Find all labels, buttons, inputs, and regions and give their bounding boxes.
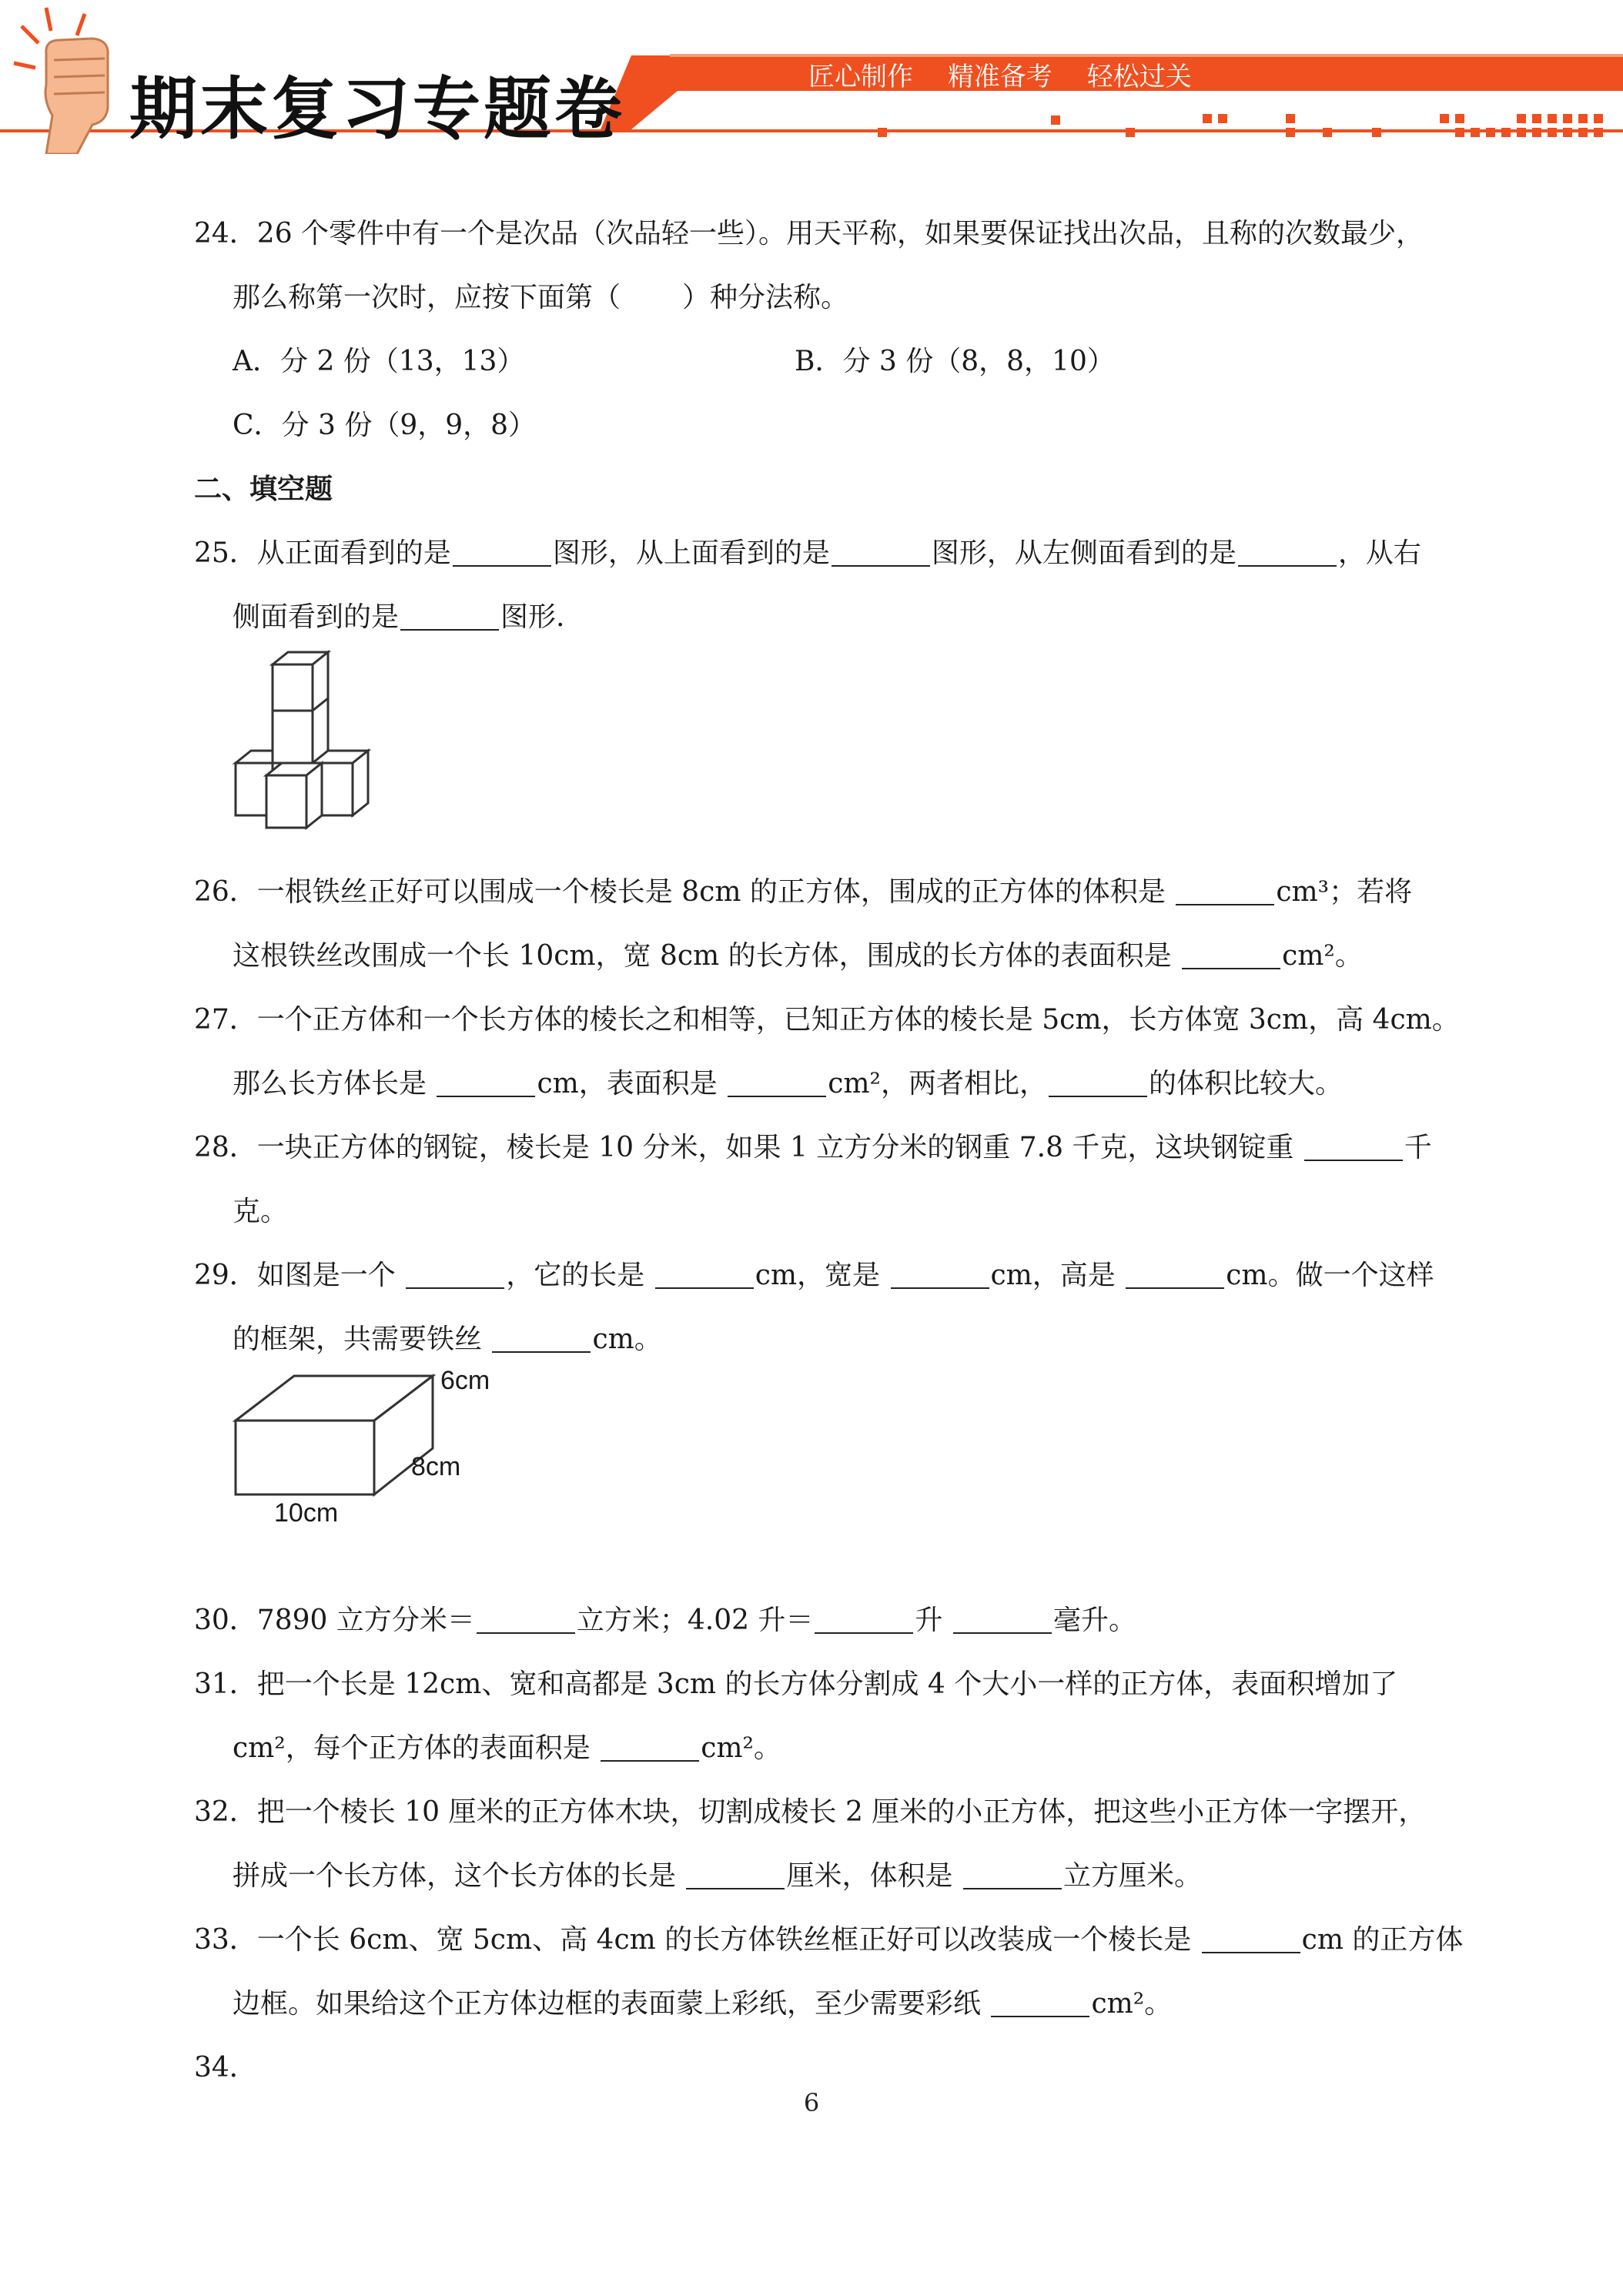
q24-text-a: 那么称第一次时，应按下面第（ [233,282,621,313]
q34-line: 34． [194,2052,257,2083]
q29-text-g: cm。 [592,1324,662,1355]
stacked-cubes-figure [233,649,402,860]
q26-text-a: 26．一根铁丝正好可以围成一个棱长是 8cm 的正方体，围成的正方体的体积是 [194,876,1166,908]
q29-blank-3[interactable] [891,1257,989,1289]
q32-line1: 32．把一个棱长 10 厘米的正方体木块，切割成棱长 2 厘米的小正方体，把这些小正方体一字摆开， [194,1796,1427,1828]
q27-blank-1[interactable] [437,1065,535,1097]
q30-text-b: 立方米；4.02 升＝ [576,1605,814,1636]
q30-line [194,1588,1441,1652]
q29-line2 [194,1307,1441,1371]
q30-blank-1[interactable] [477,1602,575,1634]
q29-width-label: 8cm [411,1452,461,1481]
q27-text-d: 的体积比较大。 [1148,1068,1343,1099]
q24-option-b: B．分 3 份（8，8，10） [795,346,1115,377]
q33-line2 [194,1972,1441,2036]
q25-text-b: 图形，从上面看到的是 [552,537,830,569]
q28-line1 [194,1116,1441,1180]
header-slogans [808,55,1623,93]
q25-text-a: 25．从正面看到的是 [194,537,451,569]
q29-text-e: cm。做一个这样 [1226,1260,1434,1291]
q25-blank-2[interactable] [832,534,930,567]
q27-text-c: cm²，两者相比， [828,1068,1047,1099]
q28-blank-1[interactable] [1304,1129,1403,1161]
question-list [194,202,1464,2100]
q25-text-c: 图形，从左侧面看到的是 [931,537,1236,569]
page-number: 6 [803,2088,820,2117]
q26-line2 [194,924,1441,988]
q29-blank-4[interactable] [1126,1257,1224,1289]
q24-text-b: ）种分法称。 [682,282,849,313]
section-heading-fill-blank: 二、填空题 [194,474,333,505]
q33-line1 [194,1908,1464,1972]
q29-figure [194,1366,1441,1588]
q32-line2 [194,1844,1441,1908]
q27-line1: 27．一个正方体和一个长方体的棱长之和相等，已知正方体的棱长是 5cm，长方体宽 3cm，高 4cm。 [194,1004,1460,1036]
q26-blank-1[interactable] [1176,873,1274,905]
q24-options-ab [194,330,1441,393]
q27-blank-2[interactable] [728,1065,826,1097]
q24-line2 [194,266,1441,330]
q25-text-d: ，从右 [1337,537,1421,569]
q29-length-label: 10cm [274,1498,339,1528]
q27-blank-3[interactable] [1049,1065,1147,1097]
q26-text-b: cm³；若将 [1276,876,1413,908]
q29-text-a: 29．如图是一个 [194,1260,396,1291]
q26-text-c: 这根铁丝改围成一个长 10cm，宽 8cm 的长方体，围成的长方体的表面积是 [233,940,1172,972]
q33-text-a: 33．一个长 6cm、宽 5cm、高 4cm 的长方体铁丝框正好可以改装成一个棱长是 [194,1924,1192,1956]
cuboid-figure [225,1371,548,1588]
q30-text-c: 升 [915,1605,943,1636]
q30-blank-3[interactable] [953,1602,1052,1634]
q29-blank-2[interactable] [655,1257,754,1289]
q29-text-b: ，它的长是 [506,1260,645,1291]
q25-blank-3[interactable] [1238,534,1337,567]
q25-blank-1[interactable] [453,534,551,567]
q26-line1 [194,860,1441,924]
q30-text-a: 30．7890 立方分米＝ [194,1605,475,1636]
q33-text-d: cm²。 [1091,1988,1173,2020]
q33-text-b: cm 的正方体 [1301,1924,1464,1956]
q25-line2 [194,585,1441,649]
q32-blank-1[interactable] [686,1857,785,1889]
q29-line1 [194,1243,1441,1307]
q29-blank-1[interactable] [406,1257,504,1289]
page-header [0,0,1623,154]
q24-line1: 24．26 个零件中有一个是次品（次品轻一些）。用天平称，如果要保证找出次品，且称的次数最少， [194,218,1424,249]
q31-blank-1[interactable] [601,1729,699,1762]
q30-text-d: 毫升。 [1052,1605,1136,1636]
slogan-1: 匠心制作 [808,62,913,92]
q32-blank-2[interactable] [963,1857,1062,1889]
slogan-2: 精准备考 [947,62,1052,92]
q24-option-a: A．分 2 份（13，13） [233,346,525,377]
q27-text-b: cm，表面积是 [537,1068,718,1099]
q27-line2 [194,1052,1441,1116]
q29-text-f: 的框架，共需要铁丝 [233,1324,483,1355]
q26-blank-2[interactable] [1182,937,1280,969]
q25-text-f: 图形. [500,601,565,633]
q25-text-e: 侧面看到的是 [233,601,400,633]
q32-text-a: 拼成一个长方体，这个长方体的长是 [233,1860,677,1892]
q32-text-c: 立方厘米。 [1062,1860,1202,1892]
q28-text-b: 千 [1404,1132,1432,1163]
q31-line2 [194,1716,1441,1780]
q33-blank-1[interactable] [1202,1921,1300,1953]
q31-line1: 31．把一个长是 12cm、宽和高都是 3cm 的长方体分割成 4 个大小一样的正方体，表面积增加了 [194,1668,1398,1700]
q29-height-label: 6cm [440,1366,490,1395]
q33-text-c: 边框。如果给这个正方体边框的表面蒙上彩纸，至少需要彩纸 [233,1988,982,2020]
q29-text-c: cm，宽是 [755,1260,881,1291]
decorative-dots [878,114,1603,137]
q25-blank-4[interactable] [400,598,499,631]
q27-text-a: 那么长方体长是 [233,1068,427,1099]
slogan-3: 轻松过关 [1086,62,1192,92]
q28-text-a: 28．一块正方体的钢锭，棱长是 10 分米，如果 1 立方分米的钢重 7.8 千克，这块钢锭重 [194,1132,1294,1163]
header-title: 期末复习专题卷 [129,69,626,149]
q30-blank-2[interactable] [815,1602,913,1634]
q29-blank-5[interactable] [492,1320,591,1353]
q33-blank-2[interactable] [991,1985,1089,2017]
q25-line1 [194,521,1441,585]
q28-line2: 克。 [233,1196,289,1227]
q31-text-a: cm²，每个正方体的表面积是 [233,1732,591,1764]
q31-text-b: cm²。 [701,1732,781,1764]
q26-text-d: cm²。 [1282,940,1363,972]
q25-figure [194,649,1441,860]
q32-text-b: 厘米，体积是 [786,1860,953,1892]
q24-option-c: C．分 3 份（9，9，8） [233,410,537,441]
q29-text-d: cm，高是 [990,1260,1116,1291]
